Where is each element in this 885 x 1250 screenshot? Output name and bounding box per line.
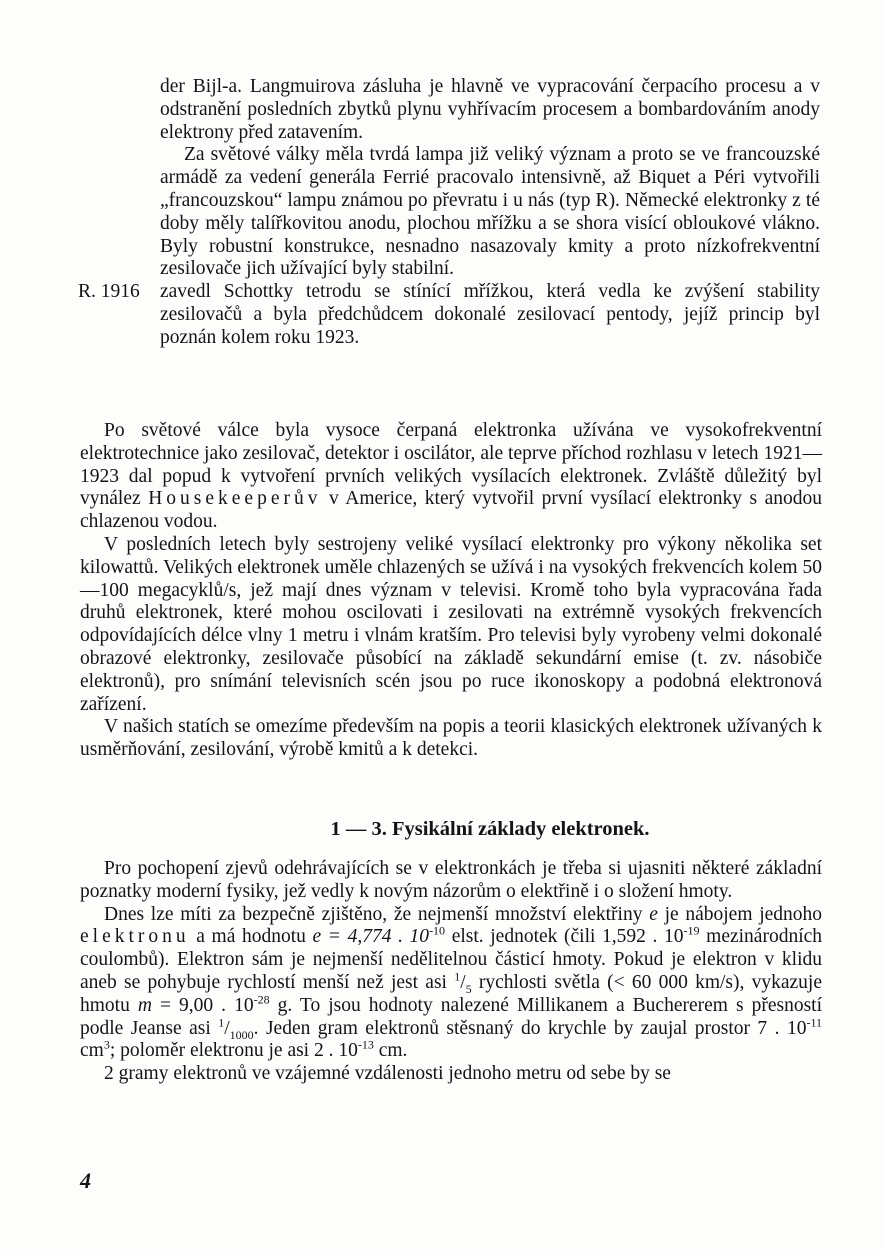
bottom-text-block — [80, 858, 822, 1086]
text-run: ; poloměr elektronu je asi 2 . 10 — [109, 1040, 358, 1062]
paragraph: V našich statích se omezíme především na popis a teorii klasických elektronek užívaných k usměrňování, zesilování, výrobě kmitů a k detekci. — [80, 716, 822, 761]
middle-text-block — [80, 420, 822, 762]
exponent: -13 — [357, 1037, 374, 1052]
text-run: cm — [80, 1040, 104, 1062]
text-run: elst. jednotek (čili 1,592 . 10 — [451, 926, 684, 948]
exponent: -10 — [429, 923, 446, 938]
paragraph: der Bijl-a. Langmuirova zásluha je hlavně ve vypracování čerpacího procesu a v odstranění posledních zbytků plynu vyhřívacím procesem a bombardováním anody elektrony před zatavením. — [160, 76, 820, 143]
section-heading: 1 — 3. Fysikální základy elektronek. — [330, 818, 650, 840]
fraction-denominator: 5 — [465, 981, 472, 996]
text-run: je nábojem jednoho — [664, 903, 823, 925]
exponent: -19 — [683, 923, 700, 938]
exponent: -11 — [806, 1015, 823, 1030]
fraction-numerator: 1 — [454, 969, 461, 984]
paragraph: Pro pochopení zjevů odehrávajících se v elektronkách je třeba si ujasniti některé základní poznatky moderní fysiky, jež vedly k novým názorům o elektřině i o složení hmoty. — [80, 858, 822, 902]
symbol-m: m — [137, 994, 152, 1016]
emphasized-name: Housekeeperův — [148, 488, 322, 510]
text-run: g. To jsou hodnoty nalezené Millikanem a Buchererem s přesností podle Jeanse asi — [80, 994, 823, 1039]
emphasized-word: elektronu — [80, 926, 190, 948]
paragraph: Dnes lze míti za bezpečně zjištěno, že nejmenší množství elektřiny e je nábojem jednoho elektronu a má hodnotu e = 4,774 . $10^{-10}$ elst. jednotek (čili 1,592 . $10^{-19}$ mezinárodních coulombů). Elektron sám je nejmenší nedělitelnou částicí hmoty. Pokud je elektron v klidu aneb se pohybuje rychlostí menší než jest asi $^1/_5$ rychlosti světla (< 60 000 km/s), vykazuje hmotu m = 9,00 . $10^{-28}$ g. To jsou hodnoty nalezené Millikanem a Buchererem s přesností podle Jeanse asi $^1/_{1000}$. Jeden gram elektronů stěsnaný do krychle by zaujal prostor 7 . $10^{-11}$ $cm^3$; poloměr elektronu je asi 2 . $10^{-13}$ cm. — [80, 903, 823, 1062]
year-label: R. 1916 — [78, 281, 140, 303]
text-run: v Americe, který vytvořil první vysílací elektronky s anodou chlazenou vodou. — [80, 488, 823, 533]
exponent: 3 — [103, 1037, 110, 1052]
dated-paragraph — [78, 281, 820, 349]
exponent: -28 — [253, 992, 270, 1007]
paragraph — [80, 420, 822, 534]
fraction-numerator: 1 — [218, 1015, 225, 1030]
text-run: a má hodnotu — [196, 926, 306, 948]
paragraph: V posledních letech byly sestrojeny veliké vysílací elektronky pro výkony několika set kilowattů. Velikých elektronek uměle chlazených se užívá i na vysokých frekvencích kolem 50—100 megacyklů/s, jež mají dnes význam v televisi. Kromě toho byla vypracována řada druhů elektronek, které mohou oscilovati i zesilovati na extrémně vysokých frekvencích odpovídajících délce vlny 1 metru i vlnám kratším. Pro televisi byly vyrobeny velmi dokonalé obrazové elektronky, zesilovače působící na základě sekundární emise (t. zv. násobiče elektronů), pro snímání televisních scén jsou po ruce ikonoskopy a podobná elektronová zařízení. — [80, 533, 822, 715]
fraction-denominator: 1000 — [229, 1027, 254, 1042]
text-run: mezinárodních coulombů). Elektron sám je nejmenší nedělitelnou částicí hmoty. Pokud je elektron v klidu aneb se pohybuje rychlostí menší než jest asi — [80, 926, 823, 993]
paragraph: zavedl Schottky tetrodu se stínící mřížkou, která vedla ke zvýšení stability zesilovačů a byla předchůdcem dokonalé zesilovací pentody, jejíž princip byl poznán kolem roku 1923. — [160, 281, 820, 348]
text-run: Dnes lze míti za bezpečně zjištěno, že nejmenší množství elektřiny — [104, 903, 643, 925]
equation: e = 4,774 . 10 — [312, 926, 430, 948]
symbol-e: e — [649, 903, 658, 925]
text-run: Po světové válce byla vysoce čerpaná elektronka užívána ve vysokofrekventní elektrotechnice jako zesilovač, detektor i oscilátor, ale teprve příchod rozhlasu v letech 1921—1923 dal popud k vytvoření prvních velikých vysílacích elektronek. Zvláště důležitý byl vynález — [80, 420, 822, 510]
top-text-block — [78, 76, 820, 350]
text-run: = 9,00 . 10 — [160, 994, 254, 1016]
paragraph: 2 gramy elektronů ve vzájemné vzdálenosti jednoho metru od sebe by se — [104, 1063, 671, 1085]
page-number: 4 — [80, 1168, 91, 1193]
text-run: cm. — [378, 1040, 408, 1062]
text-run: rychlosti světla (< 60 000 km/s), vykazuje hmotu — [80, 971, 823, 1016]
text-run: . Jeden gram elektronů stěsnaný do krychle by zaujal prostor 7 . 10 — [253, 1017, 807, 1039]
paragraph: Za světové války měla tvrdá lampa již veliký význam a proto se ve francouzské armádě za vedení generála Ferrié pracovalo intensivně, až Biquet a Péri vytvořili „francouzskou“ lampu známou po převratu i u nás (typ R). Německé elektronky z té doby měly talířkovitou anodu, plochou mřížku a se shora visící obloukové vlákno. Byly robustní konstrukce, nesnadno nasazovaly kmity a proto nízkofrekventní zesilovače jich užívající byly stabilní. — [160, 144, 820, 280]
